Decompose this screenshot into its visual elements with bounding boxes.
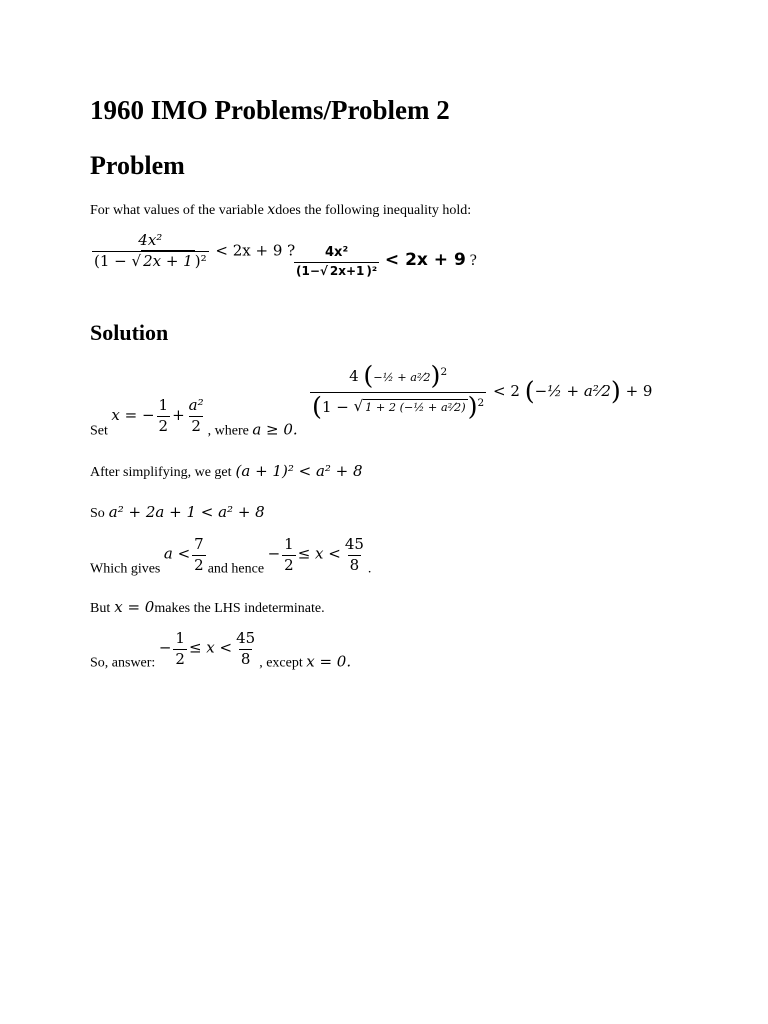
page-title: 1960 IMO Problems/Problem 2 bbox=[90, 95, 450, 125]
problem-heading: Problem bbox=[90, 151, 185, 180]
simplify-line: After simplifying, we get (a + 1)² < a² + 8 bbox=[90, 462, 363, 480]
expanded-line: So a² + 2a + 1 < a² + 8 bbox=[90, 503, 265, 521]
solution-heading: Solution bbox=[90, 320, 169, 345]
substitution-line: Set x = − $\frac{1}{2}$ + $\frac{\text{a²}}{2}$ , where a ≥ 0. bbox=[90, 396, 298, 439]
substituted-inequality: $\frac{4 (-\frac{1}{2} + a^2⁄2)^2}{(1 - √ 1 + 2 (-\frac{1}{2} + a^2⁄2))^2}$ < 2 (−½ + a²⁄2) + 9 bbox=[312, 361, 653, 422]
problem-inequality-bold: $\frac{\text{4x²}}{\text{(1−√ 2x+1 )²}}$ < 2x + 9 ? bbox=[296, 245, 477, 278]
answer-line: So, answer: − $\frac{1}{2}$ ≤ x < $\frac{45}{8}$ , except x = 0. bbox=[90, 629, 352, 671]
bound-line: Which gives a < $\frac{7}{2}$ and hence − $\frac{1}{2}$ ≤ x < $\frac{45}{8}$ . bbox=[90, 535, 372, 577]
problem-statement: For what values of the variable xdoes the following inequality hold: bbox=[90, 202, 472, 218]
exception-line: But x = 0makes the LHS indeterminate. bbox=[90, 598, 325, 616]
problem-inequality: $\frac{\text{4x²}}{\text{(1 − √ 2x + 1 )²}}$ < 2x + 9 ? bbox=[94, 231, 296, 270]
